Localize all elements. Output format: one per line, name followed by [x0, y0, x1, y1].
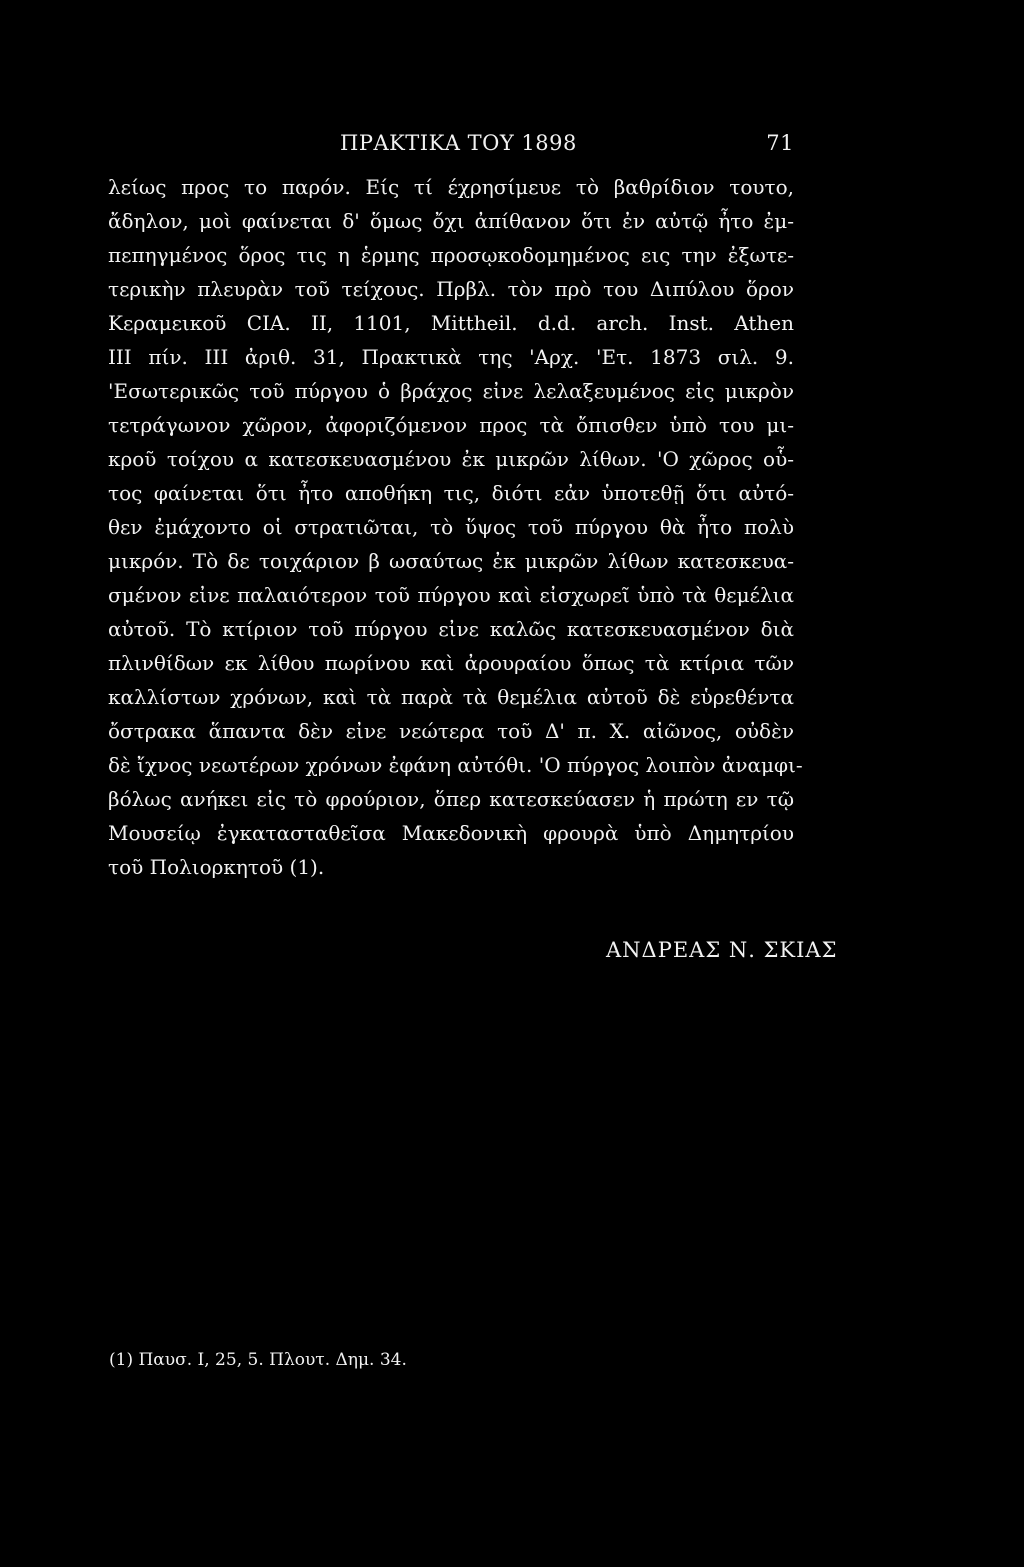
text-line: πεπηγμένος ὅρος τις η ἑρμης προσῳκοδομημένος εις την ἐξωτε-	[108, 243, 794, 267]
text-line: ἄδηλον, μοὶ φαίνεται δ' ὅμως ὄχι ἀπίθανον ὅτι ἐν αὐτῷ ἦτο ἐμ-	[108, 209, 794, 233]
text-line: λείως προς το παρόν. Είς τί έχρησίμευε τὸ βαθρίδιον τουτο,	[108, 175, 794, 199]
running-head-title: ΠΡΑΚΤΙΚΑ ΤΟΥ 1898	[340, 131, 577, 155]
text-line: 'Εσωτερικῶς τοῦ πύργου ὁ βράχος εἰνε λελαξευμένος εἰς μικρὸν	[108, 379, 794, 403]
author-signature: ΑΝΔΡΕΑΣ Ν. ΣΚΙΑΣ	[606, 938, 838, 962]
text-line: Κεραμεικοῦ CIA. II, 1101, Mittheil. d.d. arch. Inst. Athen	[108, 311, 794, 335]
text-line: βόλως ανήκει εἰς τὸ φρούριον, ὅπερ κατεσκεύασεν ἡ πρώτη εν τῷ	[108, 787, 794, 811]
page-number: 71	[766, 131, 794, 155]
text-line: τος φαίνεται ὅτι ἦτο αποθήκη τις, διότι εἀν ὑποτεθῇ ὅτι αὐτό-	[108, 481, 794, 505]
running-head	[108, 131, 794, 167]
text-line: Μουσείῳ ἐγκατασταθεῖσα Μακεδονικὴ φρουρὰ ὑπὸ Δημητρίου	[108, 821, 794, 845]
text-line: III πίν. III ἀριθ. 31, Πρακτικὰ της 'Αρχ. 'Ετ. 1873 σιλ. 9.	[108, 345, 794, 369]
body-text	[108, 170, 803, 884]
text-line: τετράγωνον χῶρον, ἀφοριζόμενον προς τὰ ὄπισθεν ὑπὸ του μι-	[108, 413, 794, 437]
text-line: σμένον εἰνε παλαιότερον τοῦ πύργου καὶ εἰσχωρεῖ ὑπὸ τὰ θεμέλια	[108, 583, 794, 607]
text-line: πλινθίδων εκ λίθου πωρίνου καὶ ἀρουραίου ὅπως τὰ κτίρια τῶν	[108, 651, 794, 675]
text-line: τοῦ Πολιορκητοῦ (1).	[108, 855, 325, 879]
text-line: ὄστρακα ἅπαντα δὲν εἰνε νεώτερα τοῦ Δ' π. Χ. αἰῶνος, οὐδὲν	[108, 719, 794, 743]
text-line: μικρόν. Τὸ δε τοιχάριον β ωσαύτως ἐκ μικρῶν λίθων κατεσκευα-	[108, 549, 794, 573]
text-line: θεν ἐμάχοντο οἱ στρατιῶται, τὸ ὕψος τοῦ πύργου θὰ ἦτο πολὺ	[108, 515, 794, 539]
text-line: δὲ ἴχνος νεωτέρων χρόνων ἐφάνη αὐτόθι. 'Ο πύργος λοιπὸν ἀναμφι-	[108, 753, 803, 777]
text-line: αὐτοῦ. Τὸ κτίριον τοῦ πύργου εἰνε καλῶς κατεσκευασμένον διὰ	[108, 617, 794, 641]
text-line: κροῦ τοίχου α κατεσκευασμένου ἐκ μικρῶν λίθων. 'Ο χῶρος οὗ-	[108, 447, 794, 471]
text-line: καλλίστων χρόνων, καὶ τὰ παρὰ τὰ θεμέλια αὐτοῦ δὲ εὑρεθέντα	[108, 685, 794, 709]
text-line: τερικὴν πλευρὰν τοῦ τείχους. Πρβλ. τὸν πρὸ του Διπύλου ὅρον	[108, 277, 794, 301]
footnote: (1) Παυσ. I, 25, 5. Πλουτ. Δημ. 34.	[109, 1350, 407, 1370]
